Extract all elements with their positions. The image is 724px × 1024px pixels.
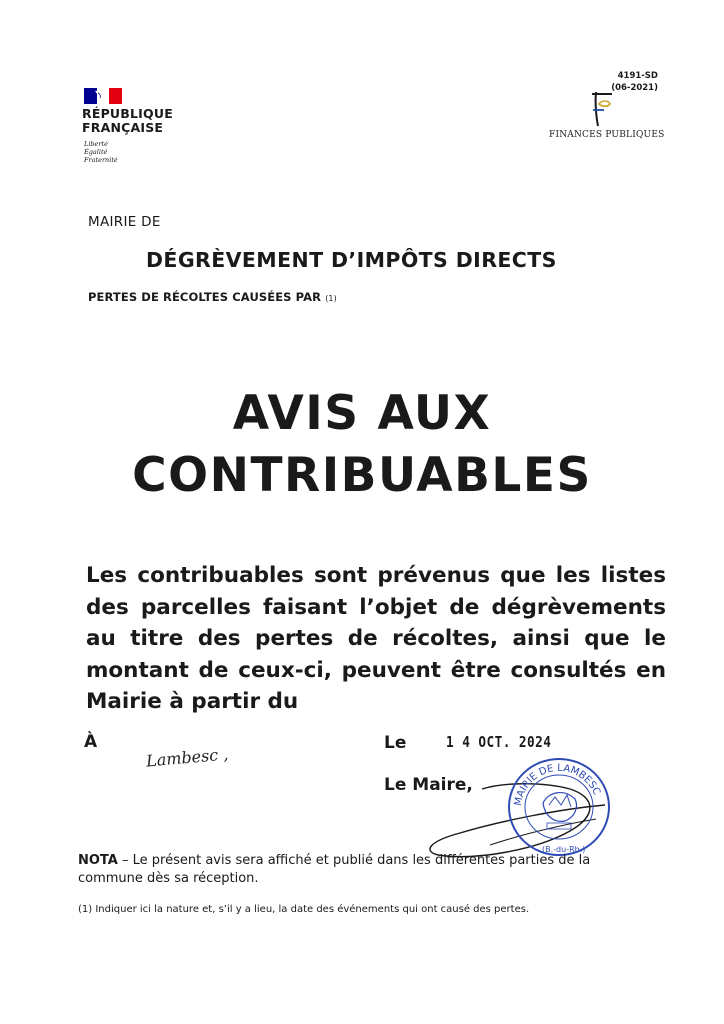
document-title: DÉGRÈVEMENT D’IMPÔTS DIRECTS (146, 248, 557, 272)
republique-francaise-title: RÉPUBLIQUE FRANÇAISE (82, 106, 173, 135)
date-label: Le (384, 733, 407, 753)
form-number: 4191-SD (617, 71, 658, 81)
pertes-recoltes-line (88, 290, 337, 304)
finances-publiques-logo (586, 90, 616, 128)
avis-heading (0, 383, 724, 507)
nota-text: – Le présent avis sera affiché et publié dans les différentes parties de la commune dès sa réception. (78, 853, 591, 886)
republic-motto: Liberté Égalité Fraternité (84, 140, 118, 164)
place-handwritten: Lambesc , (145, 744, 230, 771)
footnote: (1) Indiquer ici la nature et, s’il y a lieu, la date des événements qui ont causé des pertes. (78, 904, 530, 915)
finances-publiques-caption: FINANCES PUBLIQUES (549, 130, 665, 140)
seal-text-bottom: (B.-du-Rh.) (542, 845, 586, 854)
nota-paragraph (78, 852, 608, 888)
seal-text-top: MAIRIE DE LAMBESC (512, 762, 602, 807)
place-label: À (84, 732, 98, 752)
mayor-label: Le Maire, (384, 775, 473, 795)
mairie-seal-stamp (505, 755, 613, 859)
marianne-logo (84, 88, 122, 104)
notice-body: Les contribuables sont prévenus que les listes des parcelles faisant l’objet de dégrèvements au titre des pertes de récoltes, ainsi que le montant de ceux-ci, peuvent être consultés en Mairie à partir du (86, 563, 666, 714)
footnote-reference: (1) (325, 294, 337, 303)
mairie-de-label: MAIRIE DE (88, 214, 161, 230)
avis-heading-line-2: CONTRIBUABLES (132, 448, 592, 503)
form-version: (06-2021) (611, 83, 658, 93)
date-stamp: 1 4 OCT. 2024 (446, 733, 552, 751)
nota-label: NOTA (78, 853, 118, 868)
avis-heading-line-1: AVIS AUX (232, 386, 492, 441)
pertes-recoltes-text: PERTES DE RÉCOLTES CAUSÉES PAR (88, 290, 322, 304)
